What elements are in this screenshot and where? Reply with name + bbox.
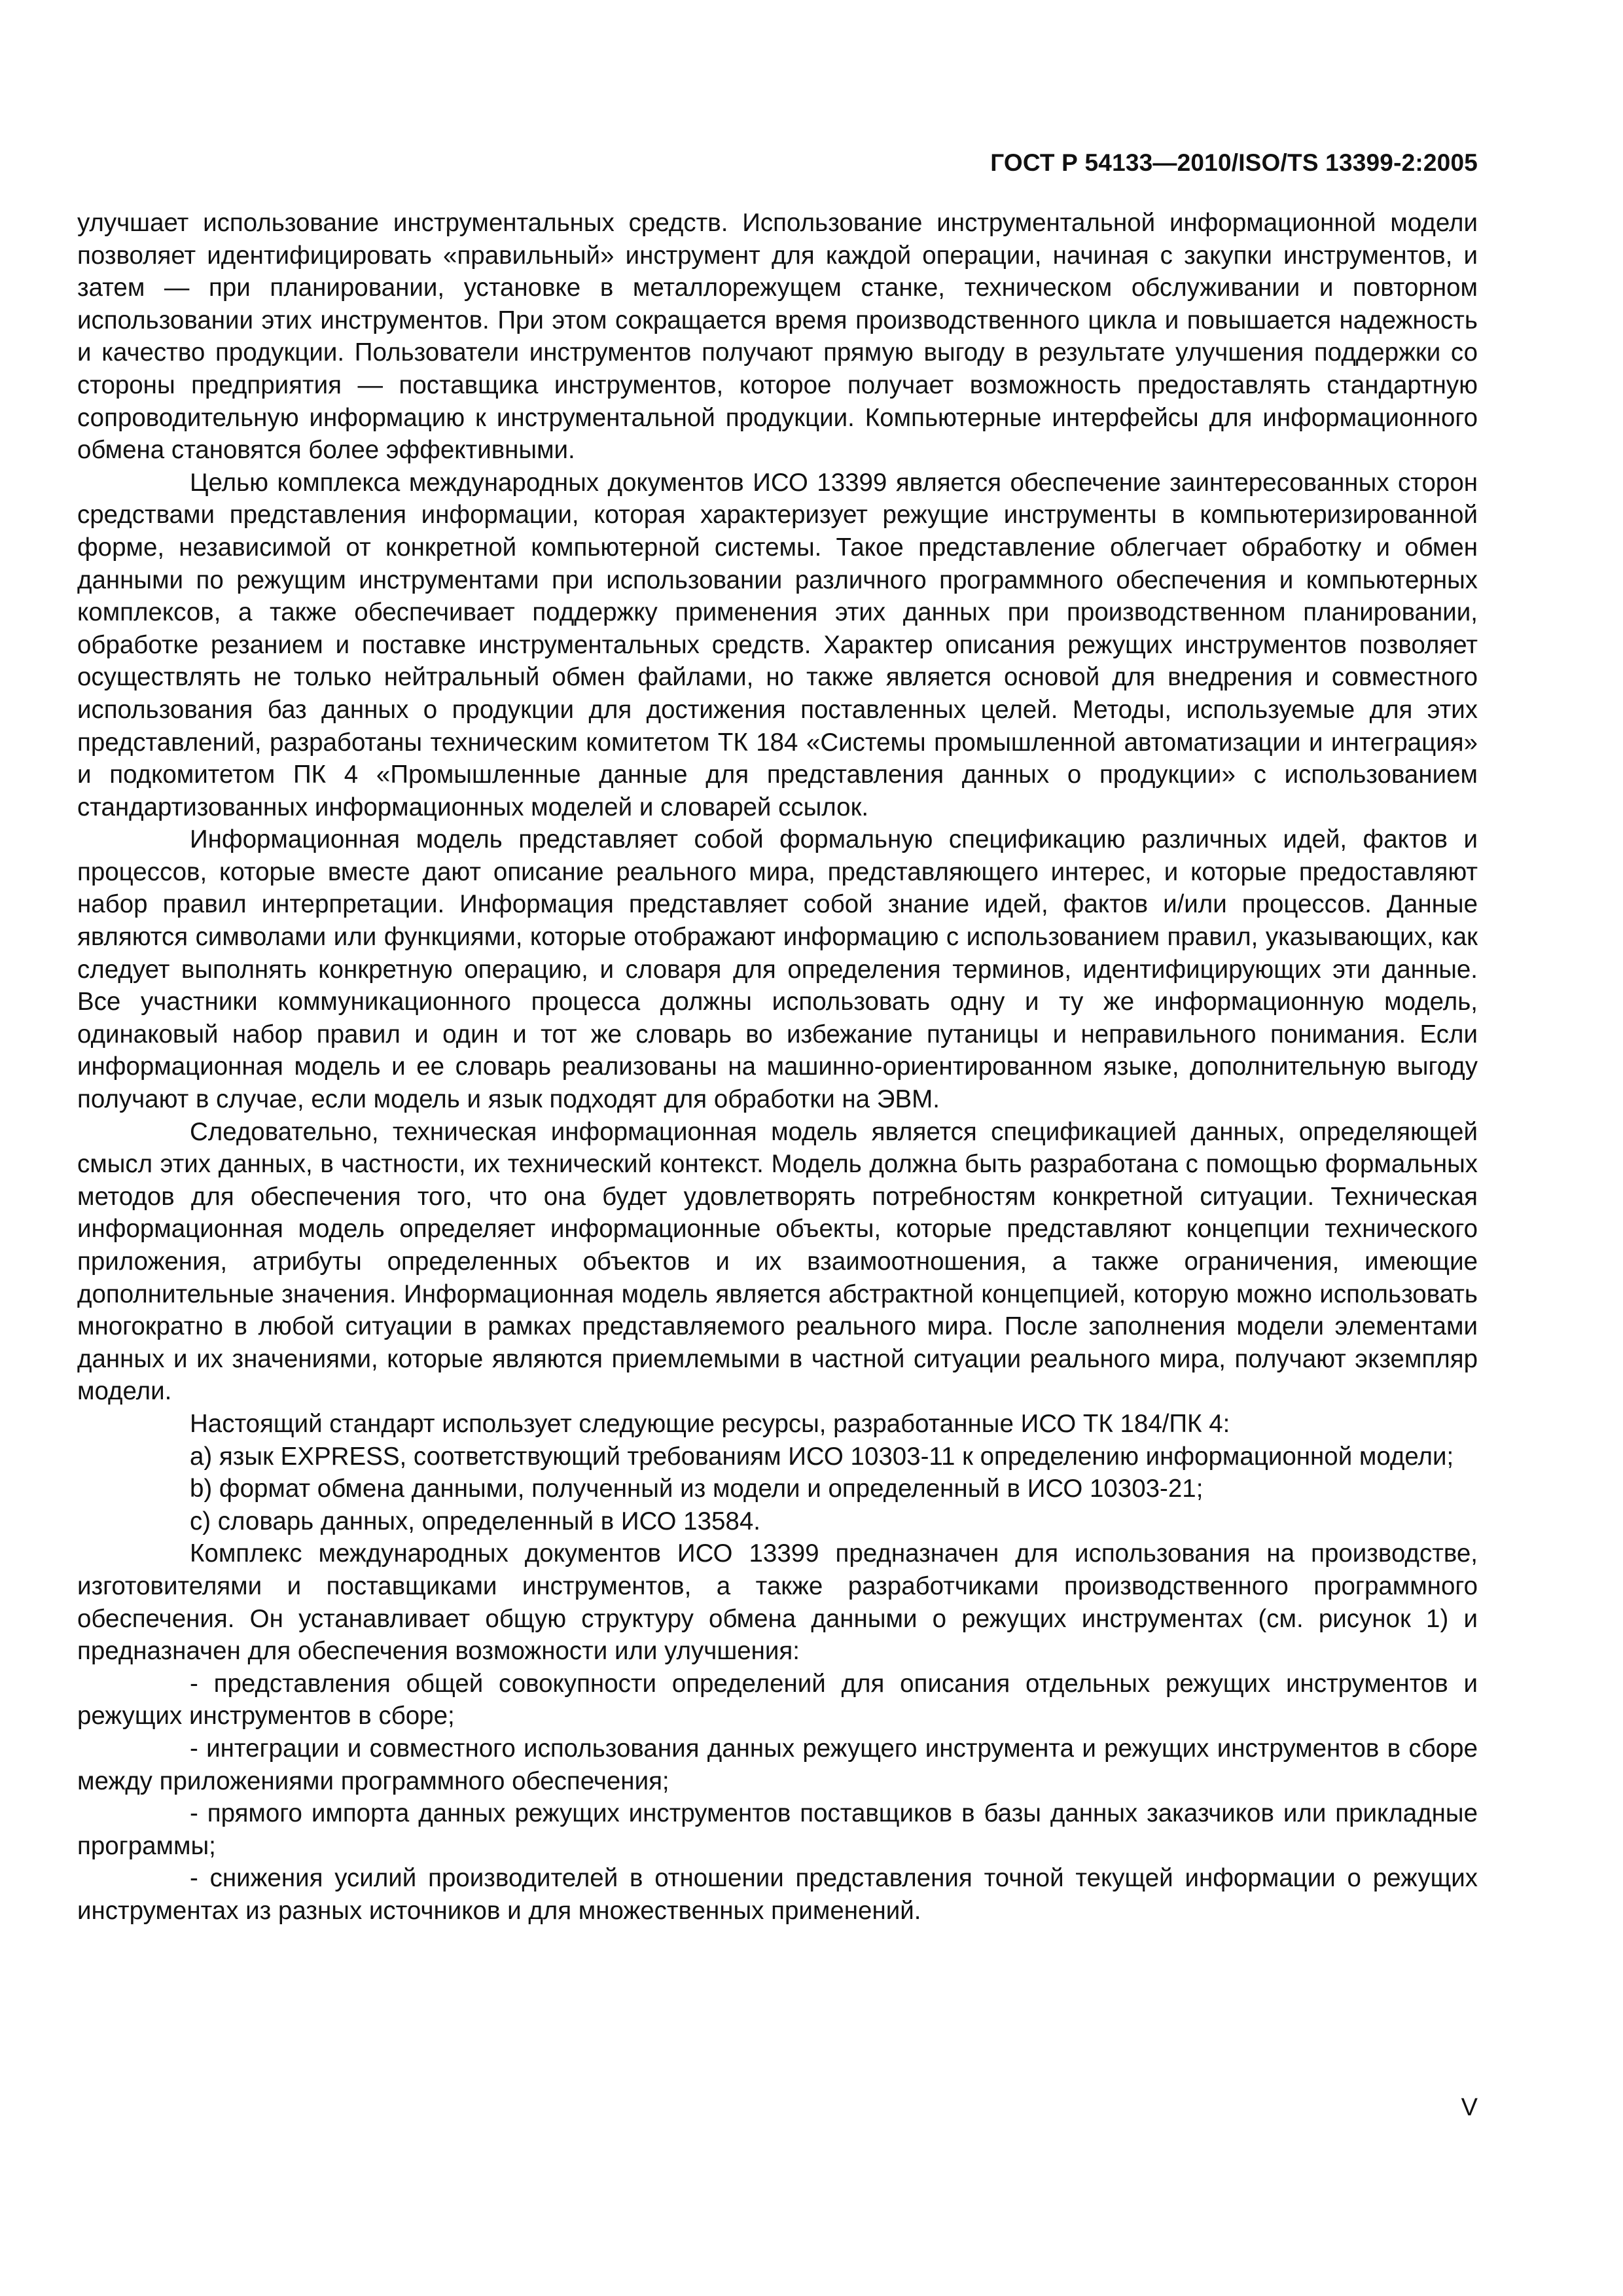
page-number: V [1461,2094,1478,2121]
bullet-item-4: - снижения усилий производителей в отношении представления точной текущей информации о режущих инструментах из разных источников и для множественных применений. [77,1864,1478,1925]
paragraph-information-model: Информационная модель представляет собой формальную спецификацию различных идей, фактов и процессов, которые вместе дают описание реального мира, представляющего интерес, и которые предоставляют набор правил интерпретации. Информация представляет собой знание идей, фактов и/или процессов. Данные являются символами или функциями, которые отображают информацию с использованием правил, указывающих, как следует выполнять конкретную операцию, и словаря для определения терминов, идентифицирующих эти данные. Все участники коммуникационного процесса должны использовать одну и ту же информационную модель, одинаковый набор правил и один и тот же словарь во избежание путаницы и неправильного понимания. Если информационная модель и ее словарь реализованы на машинно-ориентированном языке, дополнительную выгоду получают в случае, если модель и язык подходят для обработки на ЭВМ. [77,825,1478,1114]
bullet-item-3: - прямого импорта данных режущих инструментов поставщиков в базы данных заказчиков или прикладные программы; [77,1799,1478,1860]
paragraph-scope: Комплекс международных документов ИСО 13399 предназначен для использования на производстве, изготовителями и поставщиками инструментов, а также разработчиками производственного программного обеспечения. Он устанавливает общую структуру обмена данными о режущих инструментах (см. рисунок 1) и предназначен для обеспечения возможности или улучшения: [77,1539,1478,1666]
paragraph-resources-intro: Настоящий стандарт использует следующие ресурсы, разработанные ИСО ТК 184/ПК 4: [190,1409,1230,1438]
bullet-item-1: - представления общей совокупности определений для описания отдельных режущих инструментов и режущих инструментов в сборе; [77,1669,1478,1731]
standard-header: ГОСТ Р 54133—2010/ISO/TS 13399-2:2005 [990,149,1478,176]
list-item-b: b) формат обмена данными, полученный из модели и определенный в ИСО 10303-21; [190,1475,1204,1503]
paragraph-iso-13399-purpose: Целью комплекса международных документов ИСО 13399 является обеспечение заинтересованных сторон средствами представления информации, которая характеризует режущие инструменты в компьютеризированной форме, независимой от конкретной компьютерной системы. Такое представление облегчает обработку и обмен данными по режущим инструментами при использовании различного программного обеспечения и компьютерных комплексов, а также обеспечивает поддержку применения этих данных при производственном планировании, обработке резанием и поставке инструментальных средств. Характер описания режущих инструментов позволяет осуществлять не только нейтральный обмен файлами, но также является основой для внедрения и совместного использования баз данных о продукции для достижения поставленных целей. Методы, используемые для этих представлений, разработаны техническим комитетом ТК 184 «Системы промышленной автоматизации и интеграция» и подкомитетом ПК 4 «Промышленные данные для представления данных о продукции» с использованием стандартизованных информационных моделей и словарей ссылок. [77,468,1478,821]
list-item-a: a) язык EXPRESS, соответствующий требованиям ИСО 10303-11 к определению информационной модели; [190,1442,1454,1471]
list-item-c: c) словарь данных, определенный в ИСО 13584. [190,1507,760,1535]
document-body [77,207,1478,1927]
bullet-item-2: - интеграции и совместного использования данных режущего инструмента и режущих инструментов в сборе между приложениями программного обеспечения; [77,1734,1478,1795]
paragraph-continuation: улучшает использование инструментальных средств. Использование инструментальной информационной модели позволяет идентифицировать «правильный» инструмент для каждой операции, начиная с закупки инструментов, и затем — при планировании, установке в металлорежущем станке, техническом обслуживании и повторном использовании этих инструментов. При этом сокращается время производственного цикла и повышается надежность и качество продукции. Пользователи инструментов получают прямую выгоду в результате улучшения поддержки со стороны предприятия — поставщика инструментов, которое получает возможность предоставлять стандартную сопроводительную информацию к инструментальной продукции. Компьютерные интерфейсы для информационного обмена становятся более эффективными. [77,209,1478,465]
paragraph-technical-model: Следовательно, техническая информационная модель является спецификацией данных, определяющей смысл этих данных, в частности, их технический контекст. Модель должна быть разработана с помощью формальных методов для обеспечения того, что она будет удовлетворять потребностям конкретной ситуации. Техническая информационная модель определяет информационные объекты, которые представляют концепции технического приложения, атрибуты определенных объектов и их взаимоотношения, а также ограничения, имеющие дополнительные значения. Информационная модель является абстрактной концепцией, которую можно использовать многократно в любой ситуации в рамках представляемого реального мира. После заполнения модели элементами данных и их значениями, которые являются приемлемыми в частной ситуации реального мира, получают экземпляр модели. [77,1117,1478,1406]
